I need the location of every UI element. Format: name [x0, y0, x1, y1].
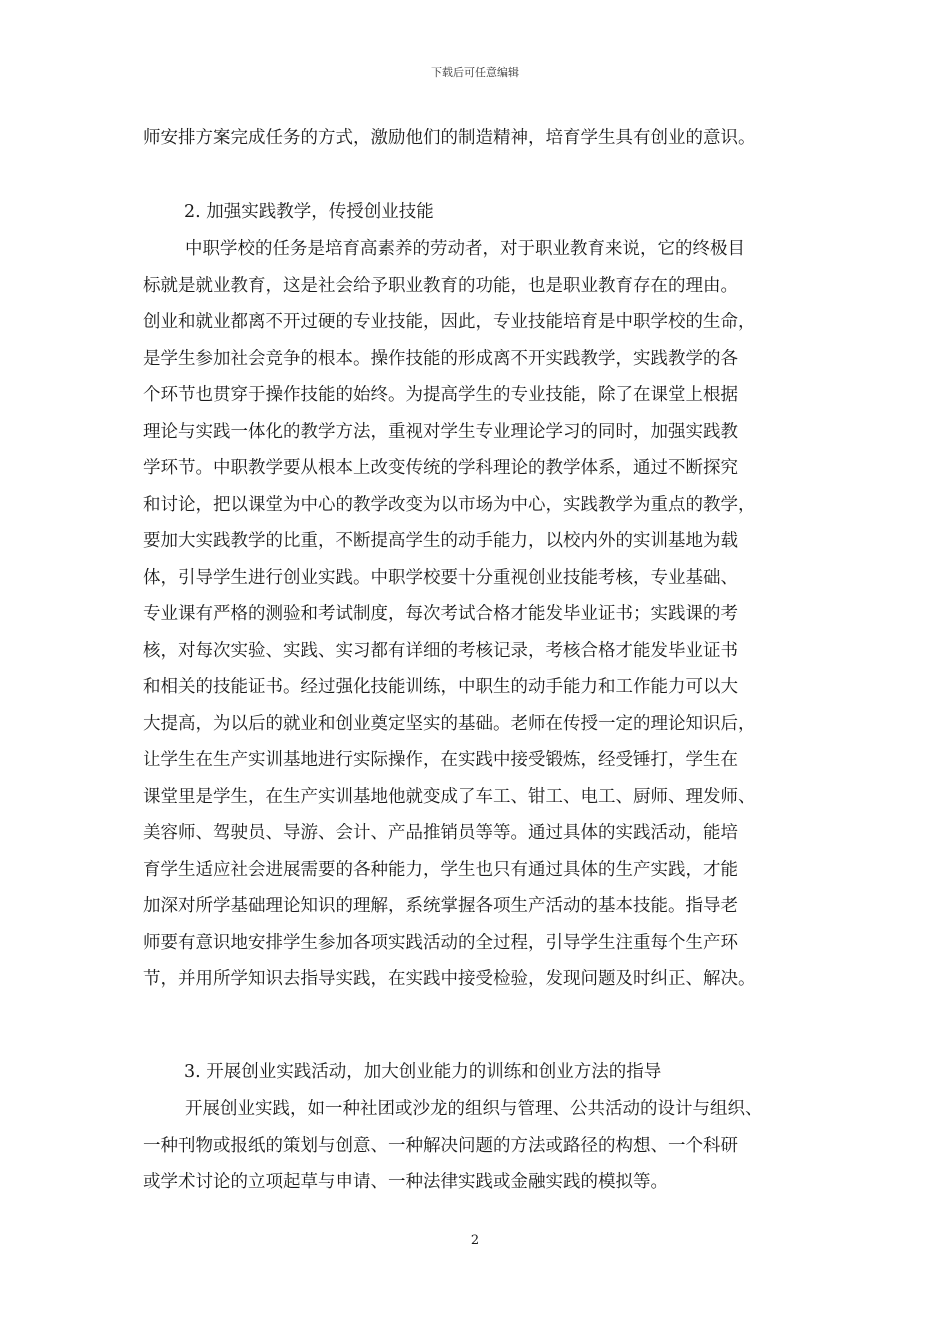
section-2-paragraph — [143, 231, 815, 998]
paragraph-line: 或学术讨论的立项起草与申请、一种法律实践或金融实践的模拟等。 — [143, 1172, 668, 1192]
paragraph-line: 个环节也贯穿于操作技能的始终。为提高学生的专业技能，除了在课堂上根据 — [143, 385, 738, 405]
paragraph-line: 要加大实践教学的比重，不断提高学生的动手能力，以校内外的实训基地为载 — [143, 531, 738, 551]
paragraph-line: 创业和就业都离不开过硬的专业技能，因此，专业技能培育是中职学校的生命， — [143, 312, 756, 332]
page-number: 2 — [470, 1233, 480, 1248]
paragraph-line: 体，引导学生进行创业实践。中职学校要十分重视创业技能考核，专业基础、 — [143, 567, 738, 588]
section-2-heading: 2. 加强实践教学，传授创业技能 — [184, 202, 434, 222]
opening-paragraph — [143, 120, 815, 157]
paragraph-line: 一种刊物或报纸的策划与创意、一种解决问题的方法或路径的构想、一个科研 — [143, 1135, 738, 1156]
paragraph-line: 师要有意识地安排学生参加各项实践活动的全过程，引导学生注重每个生产环 — [143, 932, 738, 953]
page-header: 下载后可任意编辑 — [431, 66, 519, 79]
paragraph-line: 加深对所学基础理论知识的理解，系统掌握各项生产活动的基本技能。指导老 — [143, 896, 738, 916]
paragraph-line: 节，并用所学知识去指导实践，在实践中接受检验，发现问题及时纠正、解决。 — [143, 969, 756, 989]
paragraph-line: 标就是就业教育，这是社会给予职业教育的功能，也是职业教育存在的理由。 — [143, 275, 738, 296]
paragraph-line: 课堂里是学生，在生产实训基地他就变成了车工、钳工、电工、厨师、理发师、 — [143, 786, 756, 807]
paragraph-line: 专业课有严格的测验和考试制度，每次考试合格才能发毕业证书；实践课的考 — [143, 604, 738, 624]
paragraph-line: 美容师、驾驶员、导游、会计、产品推销员等等。通过具体的实践活动，能培 — [143, 823, 738, 843]
paragraph-line: 育学生适应社会进展需要的各种能力，学生也只有通过具体的生产实践，才能 — [143, 859, 738, 880]
paragraph-line: 开展创业实践，如一种社团或沙龙的组织与管理、公共活动的设计与组织、 — [185, 1099, 763, 1119]
paragraph-line: 和讨论，把以课堂为中心的教学改变为以市场为中心，实践教学为重点的教学， — [143, 494, 756, 515]
paragraph-line: 理论与实践一体化的教学方法，重视对学生专业理论学习的同时，加强实践教 — [143, 421, 738, 442]
section-3-heading: 3. 开展创业实践活动，加大创业能力的训练和创业方法的指导 — [184, 1062, 662, 1082]
paragraph-line: 学环节。中职教学要从根本上改变传统的学科理论的教学体系，通过不断探究 — [143, 458, 738, 478]
paragraph-line: 核，对每次实验、实践、实习都有详细的考核记录，考核合格才能发毕业证书 — [143, 640, 738, 661]
section-3-paragraph — [143, 1091, 815, 1201]
paragraph-line: 大提高，为以后的就业和创业奠定坚实的基础。老师在传授一定的理论知识后， — [143, 713, 756, 734]
paragraph-line: 是学生参加社会竞争的根本。操作技能的形成离不开实践教学，实践教学的各 — [143, 348, 738, 369]
paragraph-line: 和相关的技能证书。经过强化技能训练，中职生的动手能力和工作能力可以大 — [143, 677, 738, 697]
paragraph-line: 中职学校的任务是培育高素养的劳动者，对于职业教育来说，它的终极目 — [185, 239, 745, 259]
paragraph-line: 让学生在生产实训基地进行实际操作，在实践中接受锻炼，经受锤打，学生在 — [143, 750, 738, 770]
paragraph-line: 师安排方案完成任务的方式，激励他们的制造精神，培育学生具有创业的意识。 — [143, 128, 756, 148]
